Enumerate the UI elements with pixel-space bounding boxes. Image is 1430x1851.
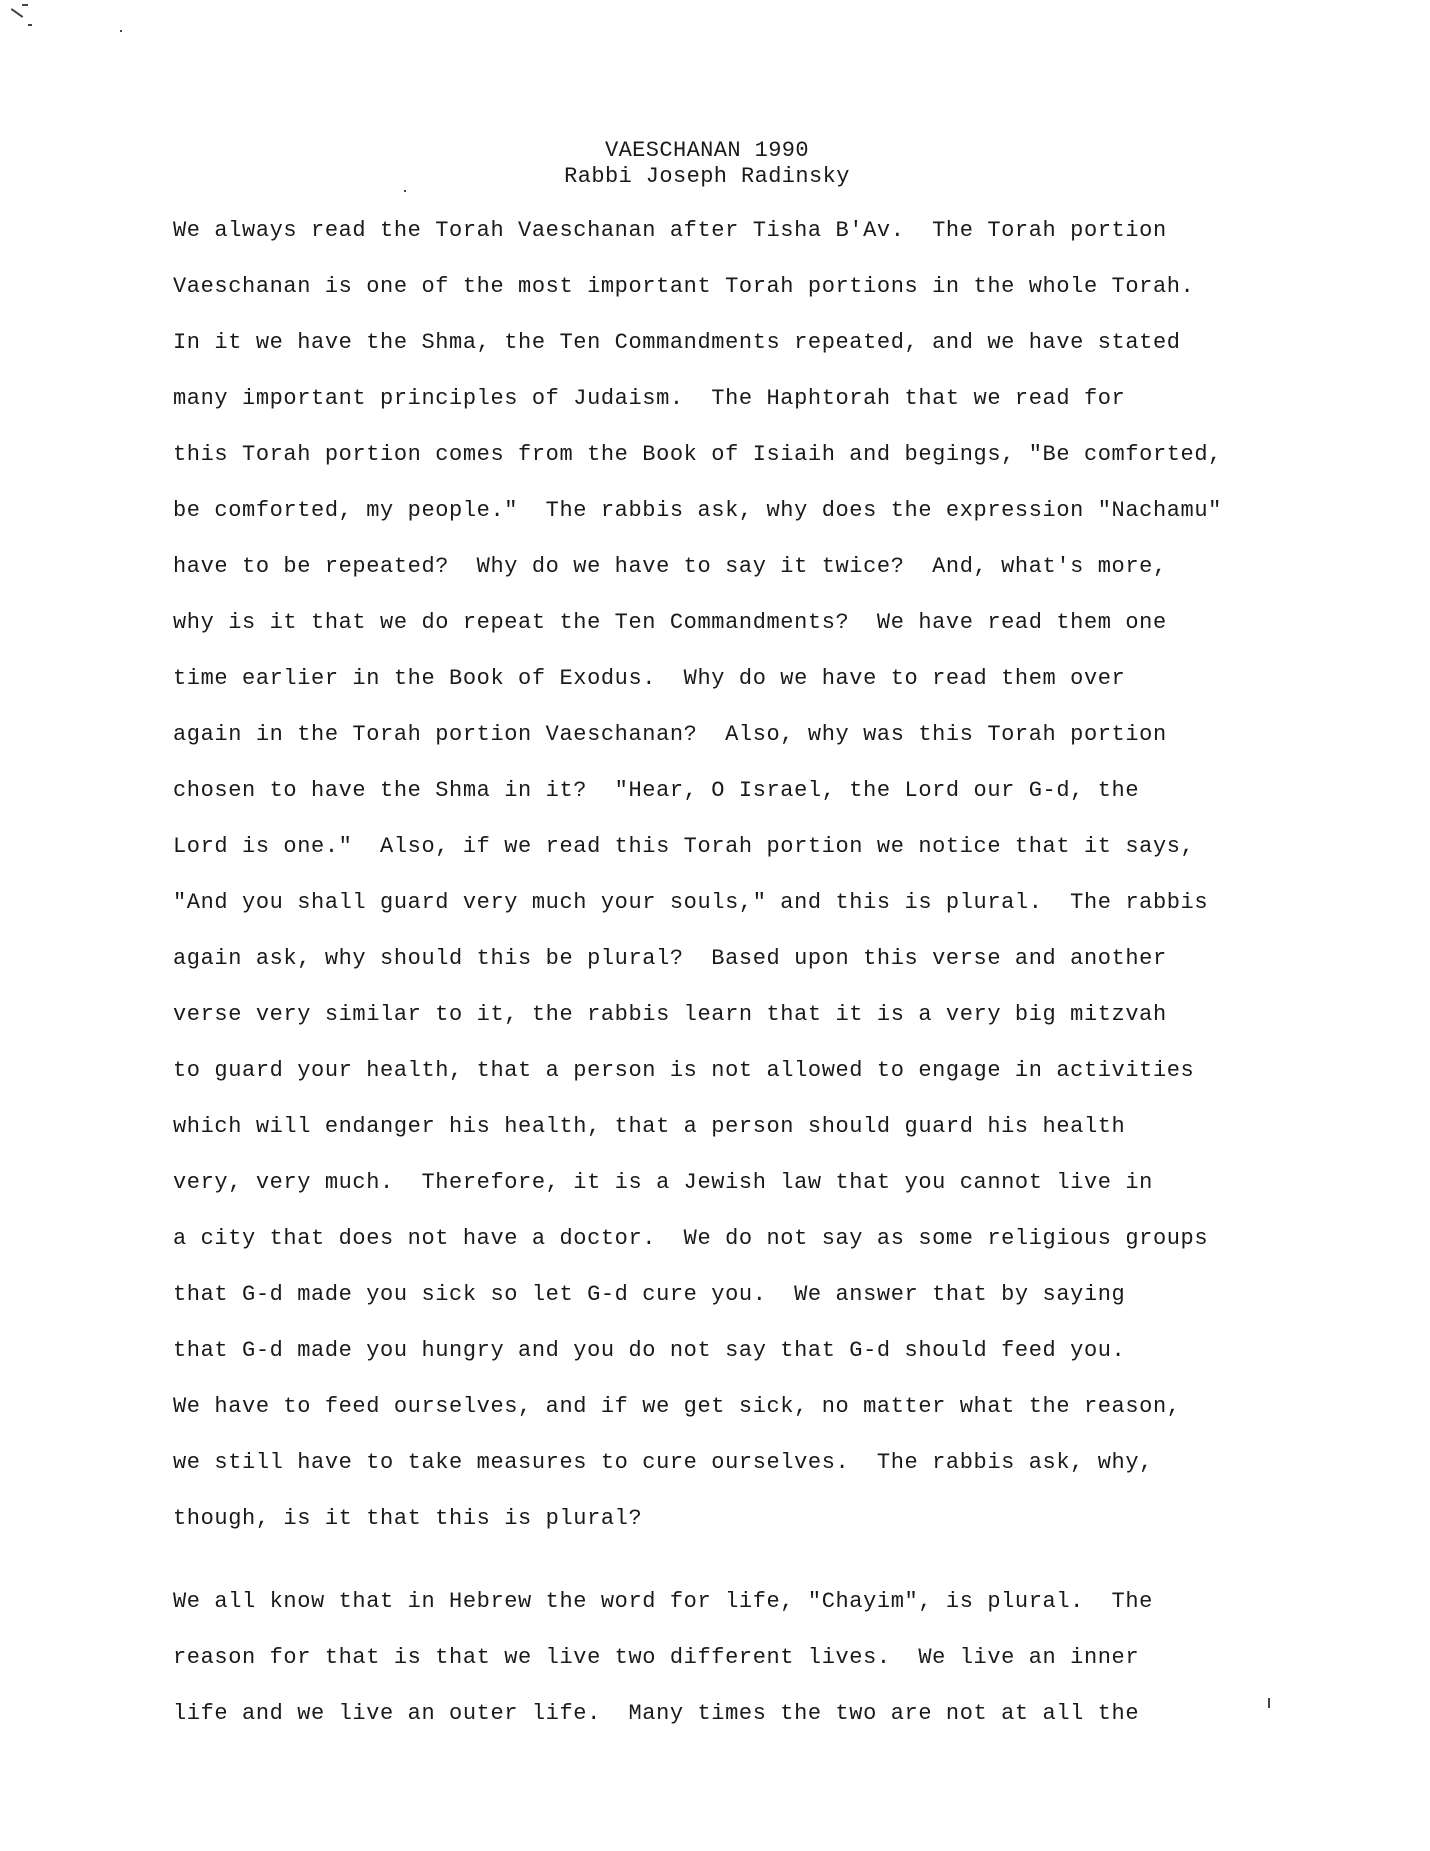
text-line: time earlier in the Book of Exodus. Why do we have to read them over: [173, 666, 1126, 691]
document-body: [173, 211, 1293, 1750]
scan-speck: [11, 8, 24, 18]
text-line: reason for that is that we live two different lives. We live an inner: [173, 1645, 1140, 1670]
text-line: this Torah portion comes from the Book of Isiaih and begings, "Be comforted,: [173, 442, 1222, 467]
document-header: [0, 138, 1414, 190]
text-line: be comforted, my people." The rabbis ask, why does the expression "Nachamu": [173, 498, 1222, 523]
text-line: which will endanger his health, that a person should guard his health: [173, 1114, 1126, 1139]
text-line: many important principles of Judaism. The Haphtorah that we read for: [173, 386, 1126, 411]
text-line: to guard your health, that a person is not allowed to engage in activities: [173, 1058, 1195, 1083]
text-line: We have to feed ourselves, and if we get sick, no matter what the reason,: [173, 1394, 1181, 1419]
text-line: In it we have the Shma, the Ten Commandments repeated, and we have stated: [173, 330, 1181, 355]
text-line: life and we live an outer life. Many times the two are not at all the: [173, 1701, 1140, 1726]
paragraph-1: [173, 211, 1293, 1555]
text-line: we still have to take measures to cure ourselves. The rabbis ask, why,: [173, 1450, 1153, 1475]
text-line: chosen to have the Shma in it? "Hear, O Israel, the Lord our G-d, the: [173, 778, 1140, 803]
text-line: very, very much. Therefore, it is a Jewish law that you cannot live in: [173, 1170, 1153, 1195]
text-line: Lord is one." Also, if we read this Torah portion we notice that it says,: [173, 834, 1195, 859]
text-line: why is it that we do repeat the Ten Commandments? We have read them one: [173, 610, 1167, 635]
document-title: VAESCHANAN 1990: [604, 138, 810, 163]
paragraph-2: [173, 1582, 1293, 1750]
scan-speck: [28, 24, 32, 26]
document-author: Rabbi Joseph Radinsky: [564, 164, 850, 189]
text-line: though, is it that this is plural?: [173, 1506, 643, 1531]
scan-speck: [22, 4, 28, 6]
scan-speck: [404, 190, 406, 192]
text-line: verse very similar to it, the rabbis learn that it is a very big mitzvah: [173, 1002, 1167, 1027]
text-line: "And you shall guard very much your souls," and this is plural. The rabbis: [173, 890, 1209, 915]
text-line: a city that does not have a doctor. We do not say as some religious groups: [173, 1226, 1209, 1251]
scan-speck: [120, 30, 122, 32]
text-line: again in the Torah portion Vaeschanan? Also, why was this Torah portion: [173, 722, 1167, 747]
text-line: that G-d made you sick so let G-d cure you. We answer that by saying: [173, 1282, 1126, 1307]
scan-speck: [1268, 1698, 1270, 1708]
paragraph-gap: [173, 1555, 1293, 1582]
text-line: have to be repeated? Why do we have to say it twice? And, what's more,: [173, 554, 1167, 579]
text-line: Vaeschanan is one of the most important Torah portions in the whole Torah.: [173, 274, 1195, 299]
text-line: again ask, why should this be plural? Based upon this verse and another: [173, 946, 1167, 971]
text-line: We all know that in Hebrew the word for life, "Chayim", is plural. The: [173, 1589, 1153, 1614]
text-line: We always read the Torah Vaeschanan after Tisha B'Av. The Torah portion: [173, 218, 1167, 243]
text-line: that G-d made you hungry and you do not say that G-d should feed you.: [173, 1338, 1126, 1363]
